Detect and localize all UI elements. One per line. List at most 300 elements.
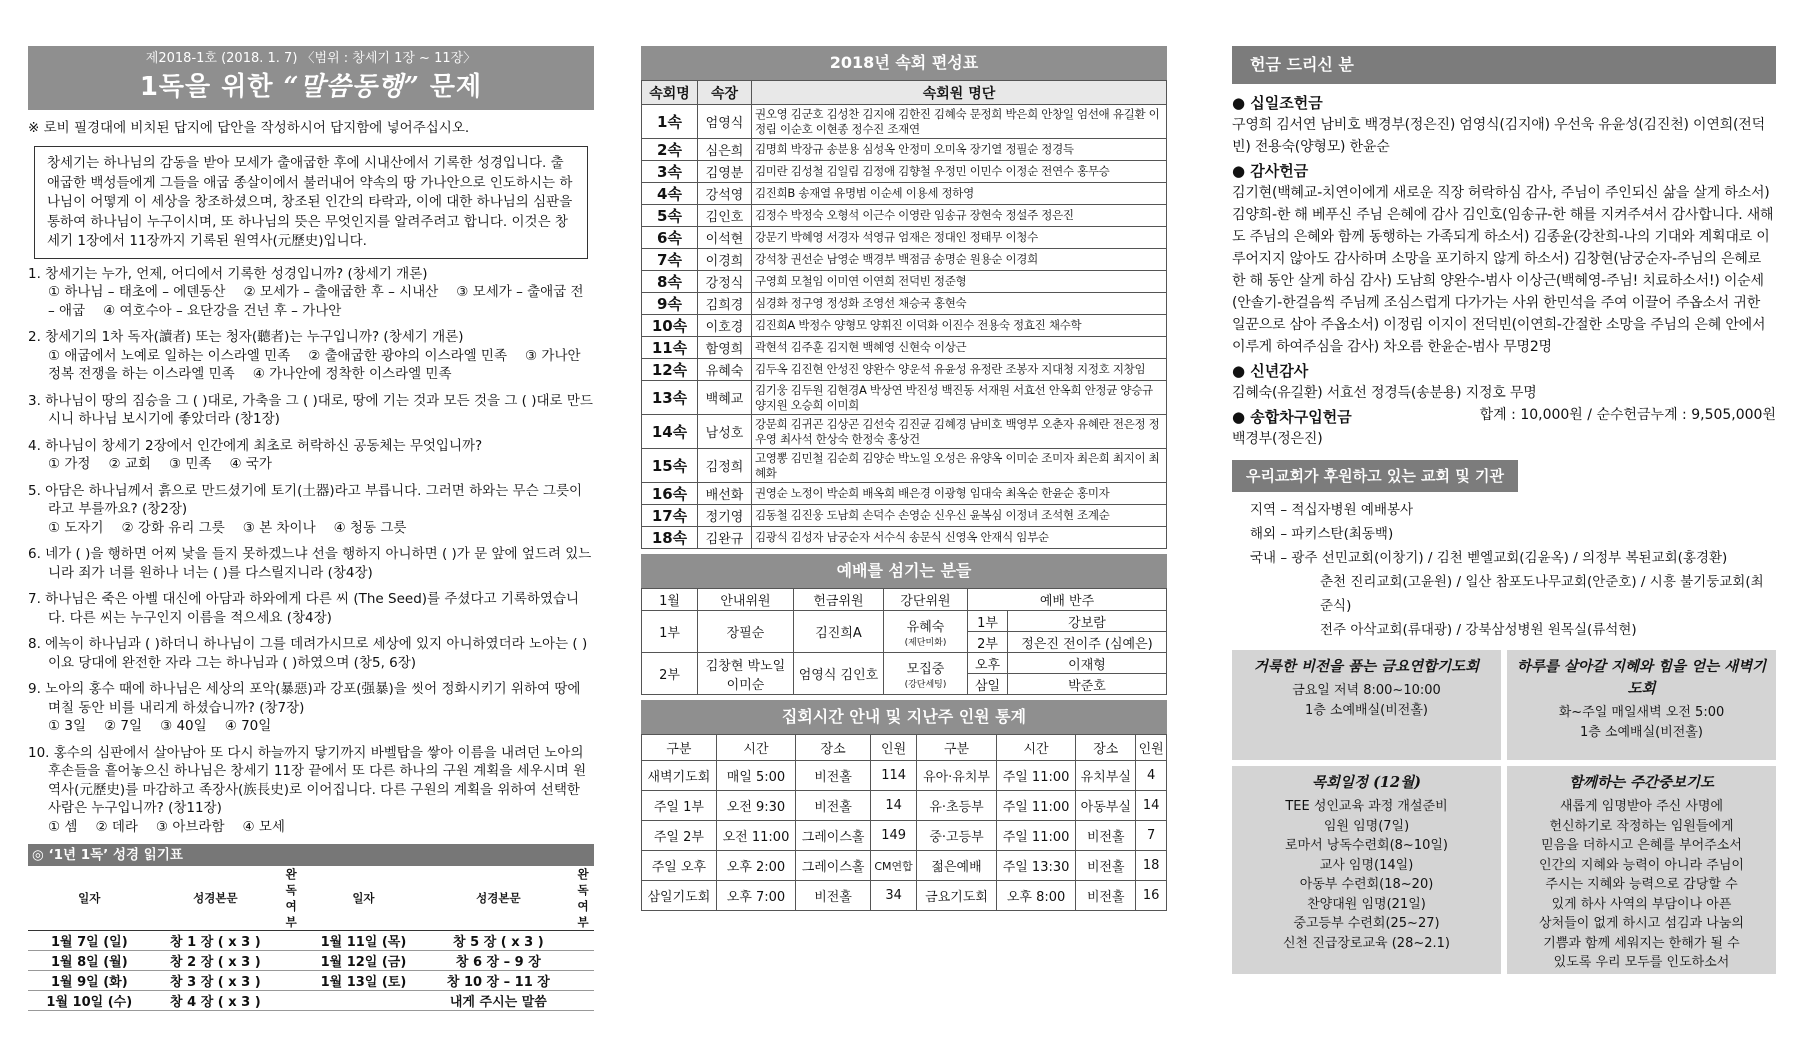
question-option: ④ 국가 <box>229 456 272 472</box>
info-box-line: 있도록 우리 모두를 인도하소서 <box>1553 955 1730 970</box>
stats-header: 시간 <box>996 735 1075 761</box>
worship-altar <box>884 611 968 653</box>
group-name: 13속 <box>642 381 698 415</box>
group-name: 14속 <box>642 415 698 449</box>
question-item <box>28 545 594 582</box>
info-box-line: 교사 임명(14일) <box>1319 857 1414 873</box>
reading-header-passage: 성경본문 <box>425 866 572 931</box>
question-item <box>28 328 594 384</box>
group-name: 17속 <box>642 505 698 527</box>
info-box-line: 기쁨과 함께 세워지는 한해가 될 수 <box>1543 935 1740 951</box>
stats-place: 그레이스홀 <box>796 851 871 881</box>
group-leader: 김희경 <box>698 293 752 315</box>
question-option: ① 셈 <box>48 818 78 835</box>
groups-title: 2018년 속회 편성표 <box>641 46 1167 80</box>
stats-header-row <box>642 735 1167 761</box>
group-name: 12속 <box>642 359 698 381</box>
stats-row <box>642 881 1167 911</box>
support-title: 우리교회가 후원하고 있는 교회 및 기관 <box>1232 460 1518 492</box>
group-name: 7속 <box>642 249 698 271</box>
question-options <box>28 717 594 736</box>
question-option: ③ 아브라함 <box>155 818 225 835</box>
group-name: 3속 <box>642 161 698 183</box>
question-text: 8. 에녹이 하나님과 ( )하더니 하나님이 그를 데려가시므로 세상에 있지 아니하였더라 노아는 ( )이요 당대에 완전한 자라 그는 하나님과 ( )하였으며 (창5, 6장) <box>28 636 588 671</box>
thanks-heading: ● 감사헌금 <box>1232 162 1309 180</box>
group-row <box>642 271 1167 293</box>
question-option: ④ 청동 그릇 <box>333 519 407 536</box>
question-option: ① 도자기 <box>48 519 104 536</box>
group-leader: 김정희 <box>698 449 752 483</box>
info-box-line: 찬양대원 임명(21일) <box>1307 896 1426 912</box>
stats-count: CM연합 <box>870 851 916 881</box>
info-box-line: 중고등부 수련회(25~27) <box>1293 916 1440 931</box>
group-name: 16속 <box>642 483 698 505</box>
question-item <box>28 590 594 627</box>
group-leader: 정기영 <box>698 505 752 527</box>
group-members: 김기웅 김두원 김현경A 박상연 박진성 백진동 서재원 서효선 안옥희 안정균 양승규 양지원 오승희 이미희 <box>752 381 1167 415</box>
group-members: 강석창 권선순 남영순 백경부 백점금 송명순 원용순 이경희 <box>752 249 1167 271</box>
question-options <box>28 818 594 837</box>
reading-passage: 창 10 장 – 11 장 <box>425 971 572 991</box>
support-domestic: 전주 아삭교회(류대광) / 강북삼성병원 원목실(류석현) <box>1320 622 1637 638</box>
groups-header-members: 속회원 명단 <box>752 81 1167 105</box>
reading-passage: 내게 주시는 말씀 <box>425 991 572 1011</box>
stats-category: 주일 2부 <box>642 821 717 851</box>
worship-header-row <box>642 589 1167 611</box>
group-name: 2속 <box>642 139 698 161</box>
tithe-names: 구영희 김서연 남비호 백경부(정은진) 엄영식(김지애) 우선욱 유윤성(김진천) 이연희(전덕빈) 전용숙(양형모) 한윤순 <box>1232 117 1765 155</box>
question-list <box>28 265 594 837</box>
question-option: ① 하나님 – 태초에 – 에덴동산 <box>48 284 226 300</box>
stats-place: 아동부실 <box>1076 791 1136 821</box>
stats-count: 4 <box>1136 761 1167 791</box>
stats-header: 장소 <box>1076 735 1136 761</box>
stats-time: 주일 13:30 <box>996 851 1075 881</box>
group-row <box>642 227 1167 249</box>
question-item <box>28 744 594 837</box>
question-text: 4. 하나님이 창세기 2장에서 인간에게 최초로 허락하신 공동체는 무엇입니까? <box>28 437 483 454</box>
reading-passage: 창 5 장 ( x 3 ) <box>425 931 572 951</box>
info-box-line: 상처들이 없게 하시고 섬김과 나눔의 <box>1539 916 1744 931</box>
stats-rows <box>642 761 1167 911</box>
quiz-title <box>28 68 594 106</box>
groups-rows <box>642 105 1167 549</box>
group-row <box>642 483 1167 505</box>
question-text: 2. 창세기의 1차 독자(讀者) 또는 청자(聽者)는 누구입니까? (창세기 개론) <box>28 329 464 345</box>
stats-place: 그레이스홀 <box>796 821 871 851</box>
reading-passage: 창 4 장 ( x 3 ) <box>151 991 281 1011</box>
question-option: ④ 가나안에 정착한 이스라엘 민족 <box>252 366 452 382</box>
info-box-line: TEE 성인교육 과정 개설준비 <box>1285 799 1448 814</box>
reading-plan-table <box>28 866 594 1011</box>
group-name: 15속 <box>642 449 698 483</box>
quiz-intro: 창세기는 하나님의 감동을 받아 모세가 출애굽한 후에 시내산에서 기록한 성경입니다. 출애굽한 백성들에게 그들을 애굽 종살이에서 불러내어 약속의 땅 가나안으로 인도하시는 하나님이 어떻게 이 세상을 창조하셨으며, 창조된 인간의 타락과, 이에 대한 하나님의 심판을 통하여 하나님이 누구이시며, 또 하나님의 뜻은 무엇인지를 알려주려고 합니다. 이것은 창세기 1장에서 11장까지 기록된 원역사(元歷史)입니다. <box>34 146 588 259</box>
worship-header-offering: 헌금위원 <box>794 589 884 611</box>
worship-guide: 김창현 박노일 이미순 <box>698 653 794 695</box>
group-members: 김두옥 김진현 안성진 양완수 양운석 유윤성 유정란 조봉자 지대청 지정호 지창임 <box>752 359 1167 381</box>
question-text: 5. 아담은 하나님께서 흙으로 만드셨기에 토기(土器)라고 부릅니다. 그러면 하와는 무슨 그릇이라고 부를까요? (창2장) <box>28 482 583 517</box>
tithe-heading: ● 십일조헌금 <box>1232 94 1323 112</box>
stats-header: 시간 <box>716 735 795 761</box>
group-name: 18속 <box>642 527 698 549</box>
stats-place: 비전홀 <box>796 761 871 791</box>
group-row <box>642 293 1167 315</box>
group-row <box>642 359 1167 381</box>
info-box <box>1232 650 1501 760</box>
reading-passage: 창 2 장 ( x 3 ) <box>151 951 281 971</box>
info-box-line: 주시는 지혜와 능력으로 감당할 수 <box>1545 877 1738 892</box>
group-members: 강문기 박혜영 서경자 석영규 엄재은 정대인 정태무 이청수 <box>752 227 1167 249</box>
question-option: ① 가정 <box>48 456 91 472</box>
group-leader: 이석현 <box>698 227 752 249</box>
question-options <box>28 455 594 474</box>
worship-offering: 김진희A <box>794 611 884 653</box>
stats-row <box>642 851 1167 881</box>
info-box <box>1507 650 1776 760</box>
group-members: 김미란 김성철 김일림 김정애 김향철 우정민 이민수 이정순 전연수 홍무승 <box>752 161 1167 183</box>
group-name: 11속 <box>642 337 698 359</box>
stats-place: 비전홀 <box>1076 821 1136 851</box>
stats-time: 매일 5:00 <box>716 761 795 791</box>
group-leader: 백혜교 <box>698 381 752 415</box>
group-members: 강문희 김귀곤 김상곤 김선숙 김진균 김혜경 남비호 백영부 오춘자 유혜란 전은정 정우영 최사석 한상숙 한정숙 홍상건 <box>752 415 1167 449</box>
worship-offering: 엄영식 김인호 <box>794 653 884 695</box>
group-name: 5속 <box>642 205 698 227</box>
support-domestic: 춘천 진리교회(고윤원) / 일산 참포도나무교회(안준호) / 시흥 불기둥교회(최준식) <box>1320 574 1764 614</box>
harvest-total: 합계 : 10,000원 / 순수헌금누계 : 9,505,000원 <box>1479 407 1776 423</box>
group-members: 김명희 박장규 송분용 심성옥 안정미 오미옥 장기열 정필순 정경득 <box>752 139 1167 161</box>
worship-service: 2부 <box>642 653 698 695</box>
reading-done-cell <box>572 971 594 991</box>
schedule-column <box>641 46 1167 911</box>
reading-row <box>28 931 594 951</box>
stats-row <box>642 821 1167 851</box>
group-leader: 배선화 <box>698 483 752 505</box>
stats-time: 오후 2:00 <box>716 851 795 881</box>
altar-role: (강단세팅) <box>904 679 947 690</box>
thanks-names: 김기현(백혜교-치연이에게 새로운 직장 허락하심 감사, 주님이 주인되신 삶을 살게 하소서) 김양희-한 해 베푸신 주님 은혜에 감사 김인호(임송규-한 해를 지켜주셔서 감사합니다. 새해도 주님의 은혜와 함께 동행하는 가족되게 하소서) 김종윤(강찬희-나의 기대와 계획대로 이루어지지 않아도 감사하며 소망을 포기하지 않게 하소서) 김창현(남궁순자-주님의 은혜로 한 해 동안 살게 하심 감사) 도남희 양완수-범사 이상근(백혜영-주님! 치료하소서!) 이순세(안솔기-한걸음씩 주님께 조심스럽게 다가가는 사위 한민석을 주여 이끌어 주옵소서 귀한 일꾼으로 삼아 주옵소서) 이정림 이지이 전덕빈(이연희-간절한 소망을 주님의 은혜 안에서 이루게 하여주심을 감사) 차오름 한윤순-범사 무명2명 <box>1232 185 1774 355</box>
stats-time: 오전 11:00 <box>716 821 795 851</box>
info-box-title: 하루를 살아갈 지혜와 힘을 얻는 새벽기도회 <box>1516 658 1767 697</box>
accomp-name: 이재형 <box>1008 653 1167 674</box>
stats-place: 비전홀 <box>1076 851 1136 881</box>
worship-altar <box>884 653 968 695</box>
stats-header: 인원 <box>1136 735 1167 761</box>
altar-name: 모집중 <box>906 661 945 677</box>
question-option: ① 3일 <box>48 718 87 734</box>
altar-name: 유혜숙 <box>906 619 945 635</box>
group-members: 권오영 김군호 김성찬 김지애 김한진 김혜숙 문정희 박은희 안창일 엄선애 유길환 이정림 이순호 이현종 정수진 조재연 <box>752 105 1167 139</box>
info-box-line: 금요일 저녁 8:00~10:00 <box>1292 683 1441 698</box>
question-item <box>28 265 594 321</box>
group-row <box>642 449 1167 483</box>
stats-header: 구분 <box>917 735 997 761</box>
reading-header-passage: 성경본문 <box>151 866 281 931</box>
accomp-name: 박준호 <box>1008 674 1167 695</box>
group-leader: 심은희 <box>698 139 752 161</box>
support-local: 지역 – 적십자병원 예배봉사 <box>1250 502 1414 518</box>
harvest-row <box>1232 404 1776 428</box>
group-name: 10속 <box>642 315 698 337</box>
question-options <box>28 347 594 384</box>
group-row <box>642 249 1167 271</box>
stats-count: 14 <box>1136 791 1167 821</box>
stats-category: 유아·유치부 <box>917 761 997 791</box>
info-box-line: 1층 소예배실(비전홀) <box>1304 702 1428 718</box>
reading-done-cell <box>572 931 594 951</box>
group-row <box>642 139 1167 161</box>
worship-header-guide: 안내위원 <box>698 589 794 611</box>
stats-place: 비전홀 <box>796 881 871 911</box>
stats-category: 젊은예배 <box>917 851 997 881</box>
stats-category: 유·초등부 <box>917 791 997 821</box>
reading-passage: 창 3 장 ( x 3 ) <box>151 971 281 991</box>
stats-place: 비전홀 <box>1076 881 1136 911</box>
support-overseas: 해외 – 파키스탄(최동백) <box>1250 526 1394 542</box>
groups-header-row <box>642 81 1167 105</box>
info-box <box>1232 766 1501 974</box>
stats-count: 16 <box>1136 881 1167 911</box>
group-row <box>642 315 1167 337</box>
reading-done-cell <box>280 951 302 971</box>
reading-header-date: 일자 <box>302 866 425 931</box>
group-row <box>642 161 1167 183</box>
reading-header-date: 일자 <box>28 866 151 931</box>
group-members: 곽현석 김주훈 김지현 백혜영 신현숙 이상근 <box>752 337 1167 359</box>
reading-date: 1월 10일 (수) <box>28 991 151 1011</box>
group-row <box>642 505 1167 527</box>
question-text: 1. 창세기는 누가, 언제, 어디에서 기록한 성경입니까? (창세기 개론) <box>28 265 428 282</box>
info-box-line: 믿음을 더하시고 은혜를 부어주소서 <box>1541 838 1742 853</box>
accomp-service: 삼일 <box>968 674 1008 695</box>
info-box-line: 1층 소예배실(비전홀) <box>1579 724 1703 740</box>
worship-table <box>641 588 1167 695</box>
offering-list <box>1232 92 1776 450</box>
worship-row <box>642 611 1167 632</box>
info-box-line: 헌신하기로 작정하는 임원들에게 <box>1549 818 1734 834</box>
group-members: 김진희A 박정수 양형모 양휘진 이덕화 이진수 전용숙 정효진 채수학 <box>752 315 1167 337</box>
stats-category: 주일 오후 <box>642 851 717 881</box>
info-box-line: 아동부 수련회(18~20) <box>1299 877 1434 892</box>
stats-count: 34 <box>870 881 916 911</box>
info-box-title: 목회일정 (12월) <box>1312 774 1421 791</box>
group-leader: 김영분 <box>698 161 752 183</box>
question-item <box>28 680 594 736</box>
worship-service: 1부 <box>642 611 698 653</box>
group-leader: 김완규 <box>698 527 752 549</box>
group-leader: 함영희 <box>698 337 752 359</box>
info-box-title: 거룩한 비전을 품는 금요연합기도회 <box>1253 658 1480 675</box>
quiz-note: ※ 로비 필경대에 비치된 답지에 답안을 작성하시어 답지함에 넣어주십시오. <box>28 120 470 136</box>
question-text: 7. 하나님은 죽은 아벨 대신에 아담과 하와에게 다른 씨 (The Seed)를 주셨다고 기록하였습니다. 다른 씨는 누구인지 이름을 적으세요 (창4장) <box>28 591 580 626</box>
stats-time: 주일 11:00 <box>996 761 1075 791</box>
group-name: 1속 <box>642 105 698 139</box>
stats-category: 중·고등부 <box>917 821 997 851</box>
stats-header: 장소 <box>796 735 871 761</box>
question-option: ④ 모세 <box>242 818 285 835</box>
question-item <box>28 635 594 672</box>
group-row <box>642 527 1167 549</box>
group-name: 4속 <box>642 183 698 205</box>
question-text: 9. 노아의 홍수 때에 하나님은 세상의 포악(暴惡)과 강포(强暴)을 씻어 정화시키기 위하여 땅에 며칠 동안 비를 내리게 하셨습니까? (창7장) <box>28 681 581 716</box>
stats-title: 집회시간 안내 및 지난주 인원 통계 <box>641 700 1167 734</box>
harvest-heading: ● 송합차구입헌금 <box>1232 408 1352 426</box>
info-box <box>1507 766 1776 974</box>
reading-plan-title: ◎ ‘1년 1독’ 성경 읽기표 <box>28 844 594 866</box>
reading-header-done: 완독여부 <box>280 866 302 931</box>
question-option: ③ 민족 <box>168 456 212 472</box>
stats-header: 인원 <box>870 735 916 761</box>
info-box-line: 신천 진급장로교육 (28~2.1) <box>1283 935 1450 951</box>
stats-category: 금요기도회 <box>917 881 997 911</box>
reading-row <box>28 971 594 991</box>
group-row <box>642 381 1167 415</box>
question-option: ② 강화 유리 그릇 <box>121 519 225 536</box>
question-options <box>28 519 594 538</box>
info-box-title: 함께하는 주간중보기도 <box>1568 774 1715 791</box>
newyear-names: 김혜숙(유길환) 서효선 정경득(송분용) 지정호 무명 <box>1232 385 1537 401</box>
newyear-heading: ● 신년감사 <box>1232 362 1309 380</box>
quiz-header <box>28 46 594 110</box>
group-members: 김동철 김진웅 도남희 손덕수 손영순 신우신 윤복심 이정녀 조석현 조계순 <box>752 505 1167 527</box>
group-name: 6속 <box>642 227 698 249</box>
question-text: 6. 네가 ( )을 행하면 어찌 낯을 들지 못하겠느냐 선을 행하지 아니하면 ( )가 문 앞에 엎드려 있느니라 죄가 너를 원하나 너는 ( )를 다스릴지니라 (창4장) <box>28 546 592 581</box>
worship-title: 예배를 섬기는 분들 <box>641 554 1167 588</box>
reading-done-cell <box>280 971 302 991</box>
group-members: 김진희B 송재열 유명범 이순세 이용세 정하영 <box>752 183 1167 205</box>
group-leader: 남성호 <box>698 415 752 449</box>
reading-done-cell <box>572 951 594 971</box>
question-option: ③ 본 차이나 <box>242 519 316 536</box>
stats-count: 149 <box>870 821 916 851</box>
question-options <box>28 283 594 320</box>
question-option: ② 모세가 – 출애굽한 후 – 시내산 <box>243 284 439 300</box>
accomp-service: 오후 <box>968 653 1008 674</box>
accomp-name: 정은진 전이주 (심예은) <box>1008 632 1167 653</box>
reading-passage: 창 1 장 ( x 3 ) <box>151 931 281 951</box>
info-box-line: 로마서 낭독수련회(8~10일) <box>1284 838 1448 853</box>
stats-category: 삼일기도회 <box>642 881 717 911</box>
support-list <box>1232 498 1776 642</box>
support-domestic: 국내 – 광주 선민교회(이창기) / 김천 벧엘교회(김윤옥) / 의정부 복된교회(홍경환) <box>1250 550 1728 566</box>
accomp-service: 2부 <box>968 632 1008 653</box>
stats-count: 14 <box>870 791 916 821</box>
stats-time: 오후 8:00 <box>996 881 1075 911</box>
question-option: ② 7일 <box>104 718 143 734</box>
altar-role: (제단미화) <box>904 637 947 648</box>
question-option: ③ 가나안 정복 전쟁을 하는 이스라엘 민족 <box>48 347 581 382</box>
group-leader: 엄영식 <box>698 105 752 139</box>
info-box-line: 있게 하사 사역의 부담이나 아픈 <box>1551 896 1732 912</box>
group-members: 김광식 김성자 남궁순자 서수식 송문식 신영옥 안재식 임부순 <box>752 527 1167 549</box>
question-item <box>28 392 594 429</box>
offering-title: 헌금 드리신 분 <box>1232 46 1776 84</box>
stats-category: 주일 1부 <box>642 791 717 821</box>
reading-date: 1월 8일 (월) <box>28 951 151 971</box>
group-row <box>642 105 1167 139</box>
stats-count: 114 <box>870 761 916 791</box>
reading-date: 1월 7일 (일) <box>28 931 151 951</box>
group-name: 8속 <box>642 271 698 293</box>
quiz-title-pre: 1독을 위한 <box>139 72 284 102</box>
group-members: 권영순 노정이 박순희 배옥희 배은경 이광형 임대숙 최옥순 한윤순 홍미자 <box>752 483 1167 505</box>
question-text: 3. 하나님이 땅의 짐승을 그 ( )대로, 가축을 그 ( )대로, 땅에 기는 것과 모든 것을 그 ( )대로 만드시니 하나님 보시기에 좋았더라 (창1장) <box>28 392 593 427</box>
quiz-column <box>28 46 594 1011</box>
stats-time: 오후 7:00 <box>716 881 795 911</box>
group-leader: 김인호 <box>698 205 752 227</box>
question-option: ④ 여호수아 – 요단강을 건넌 후 – 가나안 <box>103 302 342 319</box>
groups-table <box>641 80 1167 549</box>
offering-column <box>1232 46 1776 974</box>
reading-date: 1월 9일 (화) <box>28 971 151 991</box>
stats-place: 비전홀 <box>796 791 871 821</box>
accomp-service: 1부 <box>968 611 1008 632</box>
reading-date: 1월 13일 (토) <box>302 971 425 991</box>
reading-done-cell <box>280 931 302 951</box>
worship-header-month: 1월 <box>642 589 698 611</box>
reading-header-done: 완독여부 <box>572 866 594 931</box>
worship-guide: 장필순 <box>698 611 794 653</box>
quiz-title-post: 문제 <box>419 72 483 102</box>
stats-time: 오전 9:30 <box>716 791 795 821</box>
harvest-names: 백경부(정은진) <box>1232 431 1323 447</box>
stats-time: 주일 11:00 <box>996 791 1075 821</box>
question-item <box>28 482 594 538</box>
question-option: ② 출애굽한 광야의 이스라엘 민족 <box>308 347 508 364</box>
question-text: 10. 홍수의 심판에서 살아남아 또 다시 하늘까지 닿기까지 바벨탑을 쌓아 이름을 내려던 노아의 후손들을 흩어놓으신 하나님은 창세기 11장 끝에서 또 다른 하나의 구원 계획을 세우시며 원역사(元歷史)를 마감하고 족장사(族長史)로 이어집니다. 다른 구원의 계획을 위하여 선택한 사람은 누구입니까? (창11장) <box>28 744 587 816</box>
group-leader: 이호경 <box>698 315 752 337</box>
reading-done-cell <box>280 991 302 1011</box>
group-leader: 강석영 <box>698 183 752 205</box>
info-boxes <box>1232 650 1776 974</box>
reading-passage: 창 6 장 – 9 장 <box>425 951 572 971</box>
reading-header-row <box>28 866 594 931</box>
reading-date: 1월 11일 (목) <box>302 931 425 951</box>
group-members: 구영희 모철임 이미연 이연희 전덕빈 정준형 <box>752 271 1167 293</box>
reading-date <box>302 991 425 1011</box>
group-row <box>642 337 1167 359</box>
stats-row <box>642 761 1167 791</box>
worship-header-accompaniment: 예배 반주 <box>968 589 1167 611</box>
group-row <box>642 415 1167 449</box>
stats-place: 유치부실 <box>1076 761 1136 791</box>
group-row <box>642 205 1167 227</box>
reading-done-cell <box>572 991 594 1011</box>
groups-header-name: 속회명 <box>642 81 698 105</box>
stats-time: 주일 11:00 <box>996 821 1075 851</box>
quiz-title-emphasis: “말씀동행” <box>283 72 420 102</box>
group-leader: 강정식 <box>698 271 752 293</box>
stats-header: 구분 <box>642 735 717 761</box>
info-box-line: 새롭게 임명받아 주신 사명에 <box>1559 799 1724 814</box>
info-box-line: 임원 임명(7일) <box>1323 818 1410 834</box>
group-row <box>642 183 1167 205</box>
group-members: 심경화 정구영 정성화 조영선 채승국 홍현숙 <box>752 293 1167 315</box>
info-box-line: 화~주일 매일새벽 오전 5:00 <box>1558 705 1725 720</box>
question-option: ② 데라 <box>95 818 138 835</box>
groups-header-leader: 속장 <box>698 81 752 105</box>
stats-row <box>642 791 1167 821</box>
question-option: ③ 40일 <box>160 718 207 734</box>
stats-count: 18 <box>1136 851 1167 881</box>
stats-count: 7 <box>1136 821 1167 851</box>
question-option: ④ 70일 <box>224 718 272 734</box>
worship-header-altar: 강단위원 <box>884 589 968 611</box>
group-leader: 유혜숙 <box>698 359 752 381</box>
reading-row <box>28 951 594 971</box>
question-option: ② 교회 <box>108 456 151 472</box>
group-members: 김정수 박정숙 오형석 이근수 이영란 임송규 장현숙 정설주 정은진 <box>752 205 1167 227</box>
